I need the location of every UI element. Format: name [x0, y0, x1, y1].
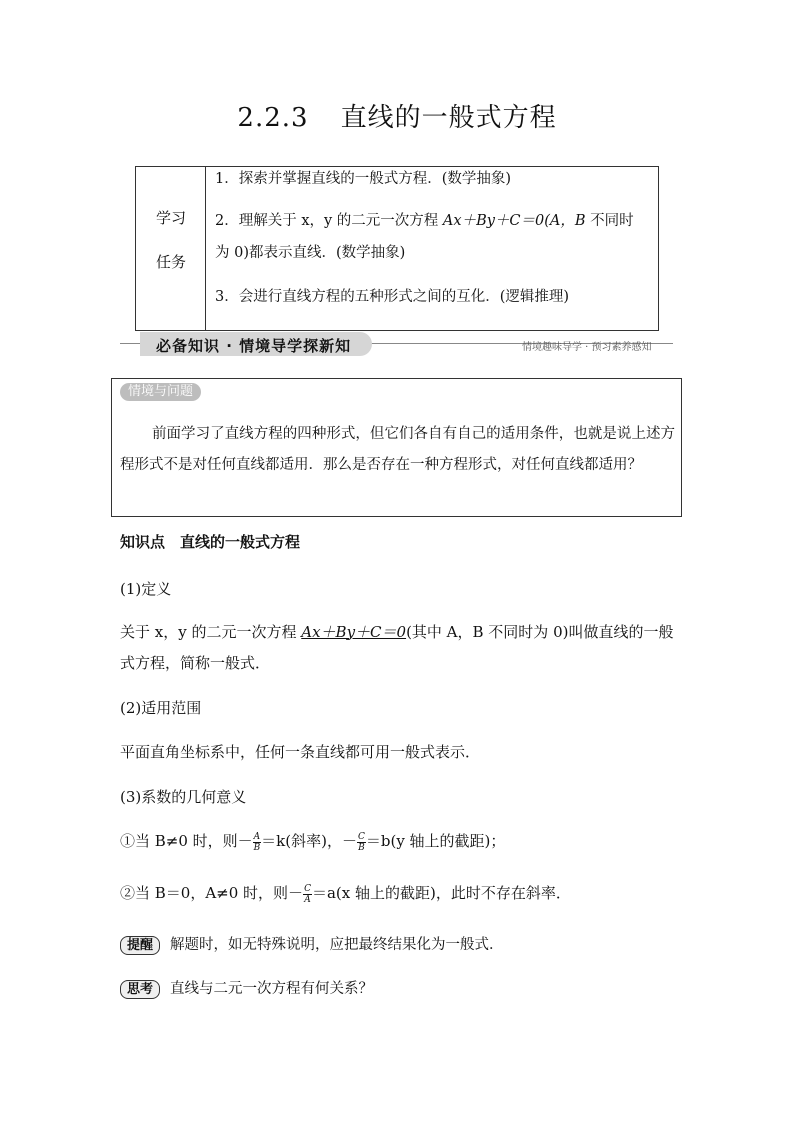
task-item-1: 1．探索并掌握直线的一般式方程．(数学抽象) — [215, 171, 512, 187]
task-item-2-equation: Ax＋By＋C＝0(A，B — [442, 213, 586, 229]
section-number: 2.2.3 — [237, 103, 309, 133]
scenario-text: 前面学习了直线方程的四种形式，但它们各自有自己的适用条件，也就是说上述方程形式不是对任何直线都适用．那么是否存在一种方程形式，对任何直线都适用？ — [120, 426, 675, 473]
definition-text — [120, 621, 673, 642]
fraction-c-over-b — [357, 832, 366, 853]
definition-equation: Ax＋By＋C＝0 — [301, 623, 407, 641]
banner-title: 必备知识 · 情境导学探新知 — [156, 337, 352, 355]
tip-text: 解题时，如无特殊说明，应把最终结果化为一般式． — [170, 937, 504, 953]
fraction-denominator: A — [304, 894, 311, 905]
case2-text-b: ＝a(x 轴上的截距)，此时不存在斜率． — [311, 884, 571, 902]
task-label-line1: 学习 — [155, 209, 186, 227]
coefficient-case-1 — [120, 830, 505, 853]
tip-tag: 提醒 — [120, 936, 160, 955]
case2-text-a: ②当 B＝0，A≠0 时，则－ — [120, 884, 304, 902]
fraction-numerator: A — [253, 831, 261, 842]
fraction-denominator: B — [253, 842, 261, 853]
think-text: 直线与二元一次方程有何关系？ — [170, 981, 374, 997]
coefficient-case-2 — [120, 882, 571, 905]
task-label-line2: 任务 — [155, 253, 186, 271]
scope-label: (2)适用范围 — [120, 699, 202, 717]
fraction-a-over-b — [253, 832, 262, 853]
task-item-2-text-a: 2．理解关于 x，y 的二元一次方程 — [215, 213, 443, 229]
task-item-2-line2: 为 0)都表示直线．(数学抽象) — [215, 245, 406, 261]
fraction-numerator: C — [304, 883, 311, 894]
fraction-c-over-a — [303, 884, 312, 905]
case1-text-c: ＝b(y 轴上的截距)； — [365, 832, 506, 850]
coefficient-label: (3)系数的几何意义 — [120, 788, 247, 806]
think-row — [120, 977, 373, 999]
banner-subtitle: 情境趣味导学 · 预习素养感知 — [522, 342, 652, 353]
section-title: 直线的一般式方程 — [340, 103, 557, 133]
scope-text: 平面直角坐标系中，任何一条直线都可用一般式表示． — [120, 743, 481, 761]
learning-task-table — [135, 166, 659, 331]
task-item-3: 3．会进行直线方程的五种形式之间的互化．(逻辑推理) — [215, 289, 570, 305]
section-banner — [140, 332, 372, 356]
tip-row — [120, 933, 504, 955]
definition-text-a: 关于 x，y 的二元一次方程 — [120, 623, 302, 641]
definition-text-line2: 式方程，简称一般式． — [120, 654, 271, 672]
scenario-box — [111, 378, 682, 517]
scenario-tag: 情境与问题 — [120, 383, 201, 401]
knowledge-heading: 知识点 直线的一般式方程 — [120, 533, 301, 551]
definition-text-b: (其中 A，B 不同时为 0)叫做直线的一般 — [406, 623, 674, 641]
think-tag: 思考 — [120, 980, 160, 999]
case1-text-b: ＝k(斜率)，－ — [261, 832, 357, 850]
page-title — [0, 97, 794, 134]
case1-text-a: ①当 B≠0 时，则－ — [120, 832, 253, 850]
task-item-2 — [215, 209, 652, 234]
definition-label: (1)定义 — [120, 580, 172, 598]
fraction-denominator: B — [358, 842, 365, 853]
task-item-2-text-b: 不同时 — [585, 213, 634, 229]
task-label-cell — [136, 167, 206, 330]
fraction-numerator: C — [357, 831, 365, 842]
